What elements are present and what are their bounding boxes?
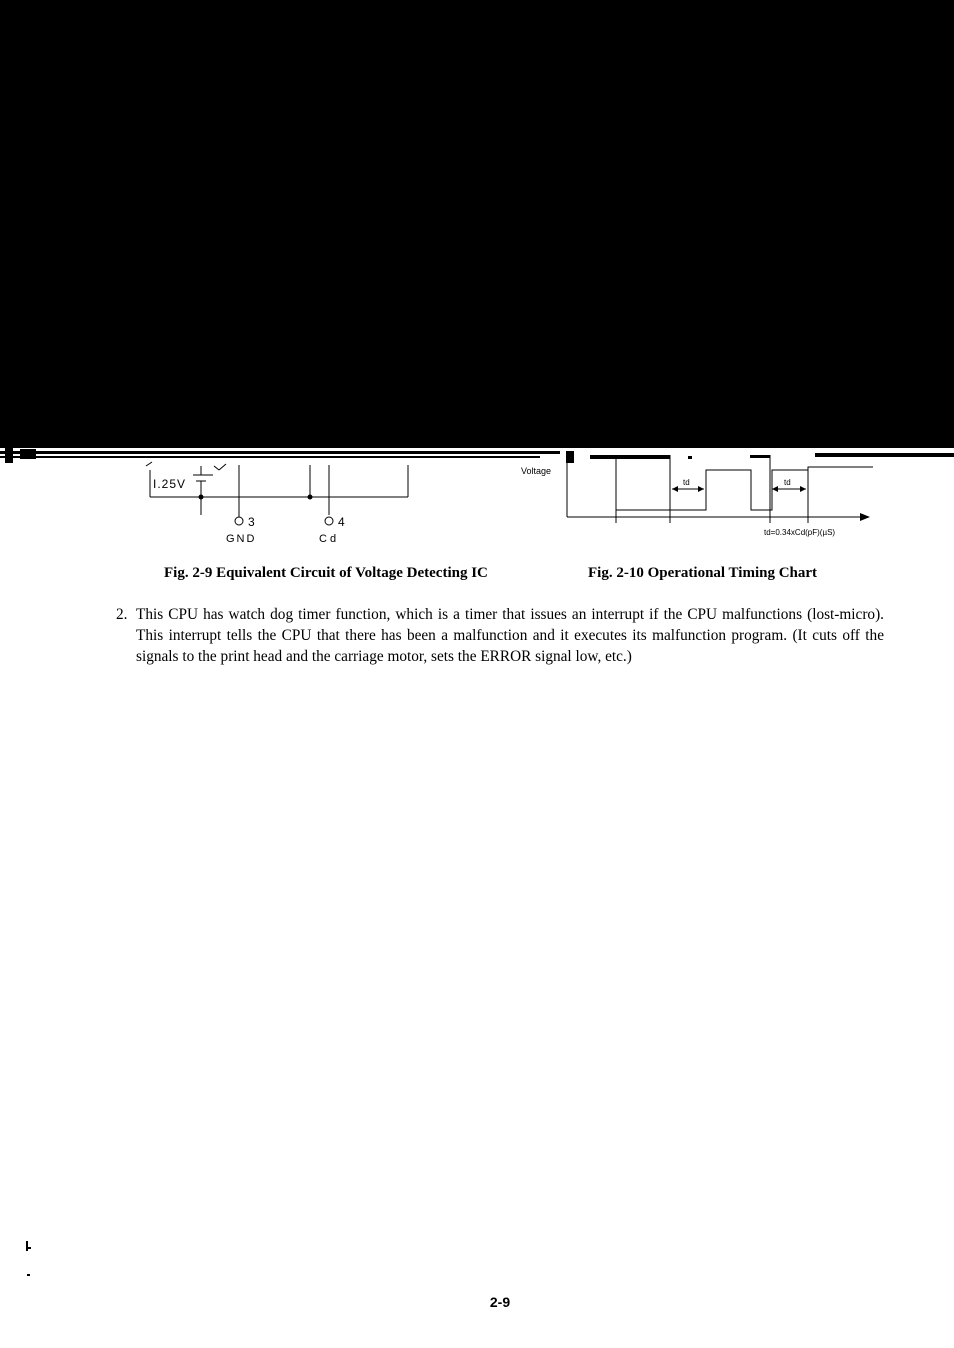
battery-voltage-label: I.25V (153, 477, 187, 491)
pin4-name: Cd (319, 533, 340, 545)
pin3-number: 3 (248, 515, 255, 529)
paragraph-number: 2. (116, 606, 128, 623)
figure-2-10-caption: Fig. 2-10 Operational Timing Chart (588, 565, 818, 581)
pin4-number: 4 (338, 515, 345, 529)
td-label-2: td (784, 478, 791, 487)
figure-2-9-caption: Fig. 2-9 Equivalent Circuit of Voltage Detecting IC (164, 565, 488, 581)
pin3-name: GND (226, 533, 257, 545)
watchdog-paragraph (116, 604, 884, 667)
td-formula: td=0.34xCd(pF)(µS) (764, 528, 836, 537)
page-number: 2-9 (489, 1294, 511, 1310)
paragraph-text: This CPU has watch dog timer function, which is a timer that issues an interrupt if the CPU malfunctions (lost-micro). This interrupt tells the CPU that there has been a malfunction and it executes its malfunction program. (It cuts off the signals to the print head and the carriage motor, sets the ERROR signal low, etc.) (136, 606, 884, 665)
voltage-axis-label: Voltage (521, 466, 552, 476)
td-label-1: td (683, 478, 690, 487)
